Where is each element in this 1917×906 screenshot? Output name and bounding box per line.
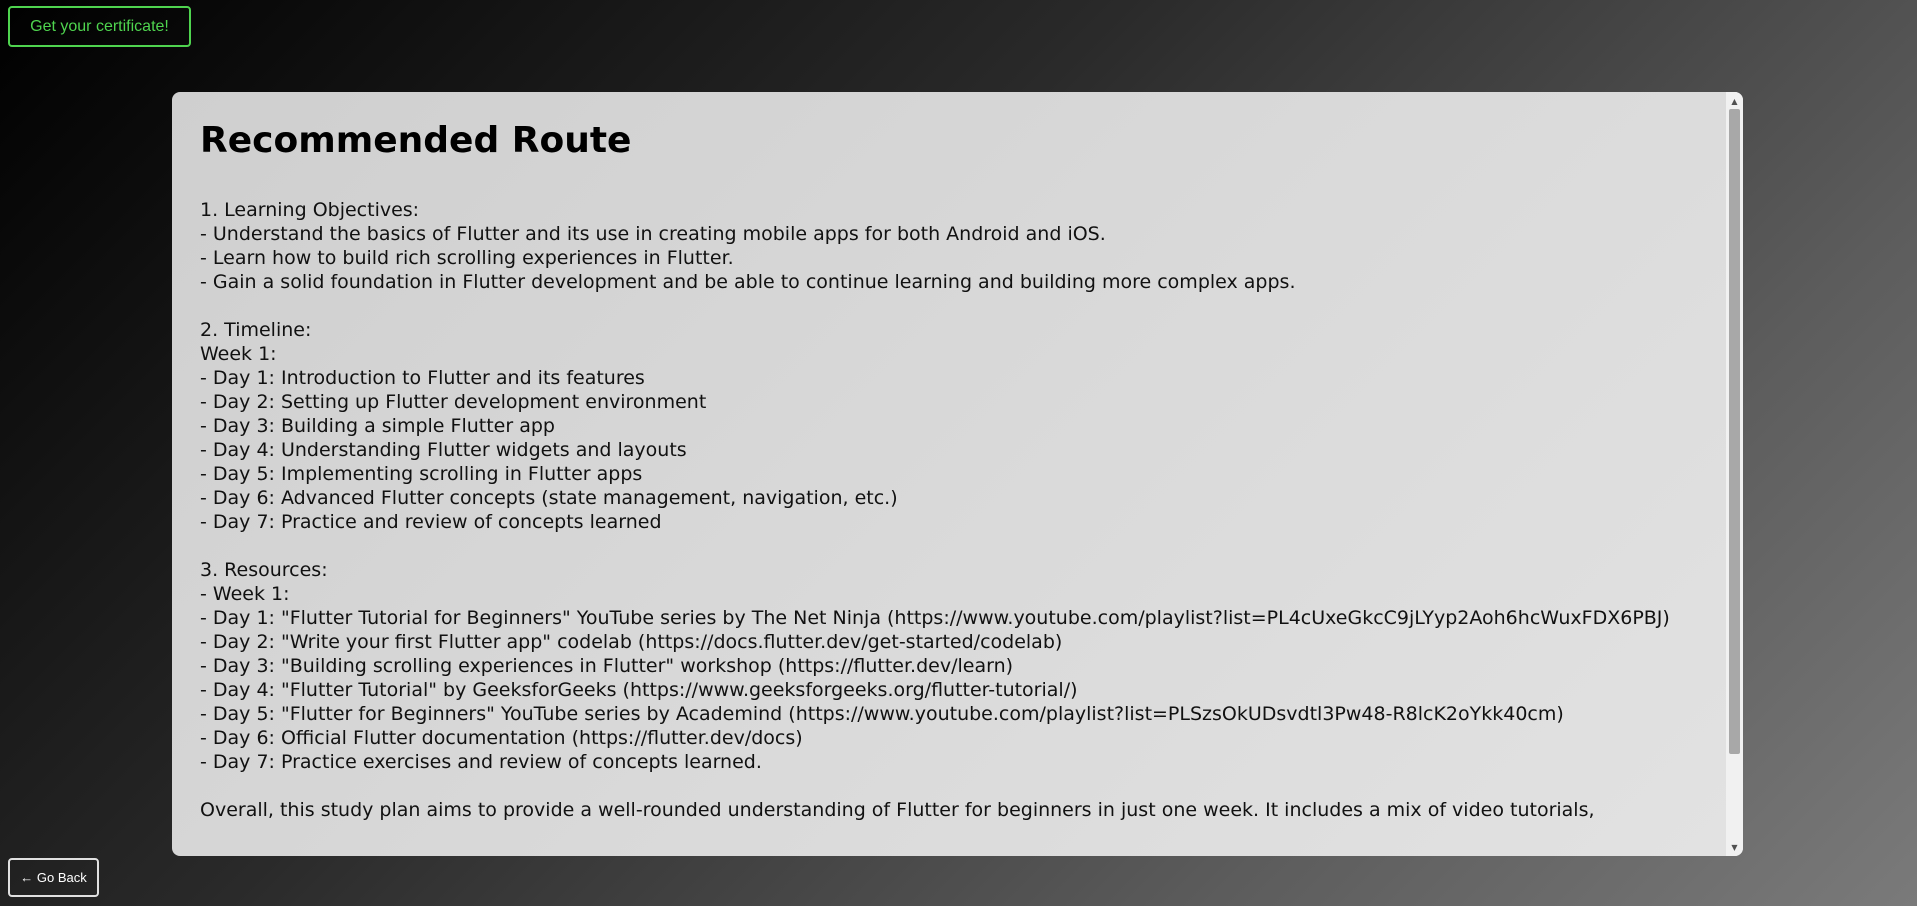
scroll-down-icon[interactable]: ▼ [1731, 842, 1738, 852]
recommended-route-panel [172, 92, 1743, 856]
vertical-scrollbar[interactable] [1726, 92, 1743, 856]
study-plan-text: 1. Learning Objectives: - Understand the basics of Flutter and its use in creating mobile apps for both Android and iOS. - Learn how to build rich scrolling experiences in Flutter. - Gain a solid foundation in Flutter development and be able to continue learning and building more complex apps. 2. Timeline: Week 1: - Day 1: Introduction to Flutter and its features - Day 2: Setting up Flutter development environment - Day 3: Building a simple Flutter app - Day 4: Understanding Flutter widgets and layouts - Day 5: Implementing scrolling in Flutter apps - Day 6: Advanced Flutter concepts (state management, navigation, etc.) - Day 7: Practice and review of concepts learned 3. Resources: - Week 1: - Day 1: "Flutter Tutorial for Beginners" YouTube series by The Net Ninja (https://www.youtube.com/playlist?list=PL4cUxeGkcC9jLYyp2Aoh6hcWuxFDX6PBJ) - Day 2: "Write your first Flutter app" codelab (https://docs.flutter.dev/get-started/codelab) - Day 3: "Building scrolling experiences in Flutter" workshop (https://flutter.dev/learn) - Day 4: "Flutter Tutorial" by GeeksforGeeks (https://www.geeksforgeeks.org/flutter-tutorial/) - Day 5: "Flutter for Beginners" YouTube series by Academind (https://www.youtube.com/playlist?list=PLSzsOkUDsvdtl3Pw48-R8lcK2oYkk40cm) - Day 6: Official Flutter documentation (https://flutter.dev/docs) - Day 7: Practice exercises and review of concepts learned. Overall, this study plan aims to provide a well-rounded understanding of Flutter for beginners in just one week. It includes a mix of video tutorials, [200, 199, 1670, 821]
go-back-button[interactable]: ← Go Back [8, 858, 99, 897]
get-certificate-button[interactable]: Get your certificate! [8, 6, 191, 47]
scroll-up-icon[interactable]: ▲ [1731, 96, 1738, 106]
panel-scroll-content[interactable] [172, 92, 1725, 856]
scrollbar-thumb[interactable] [1729, 109, 1740, 754]
page-title: Recommended Route [200, 120, 632, 161]
